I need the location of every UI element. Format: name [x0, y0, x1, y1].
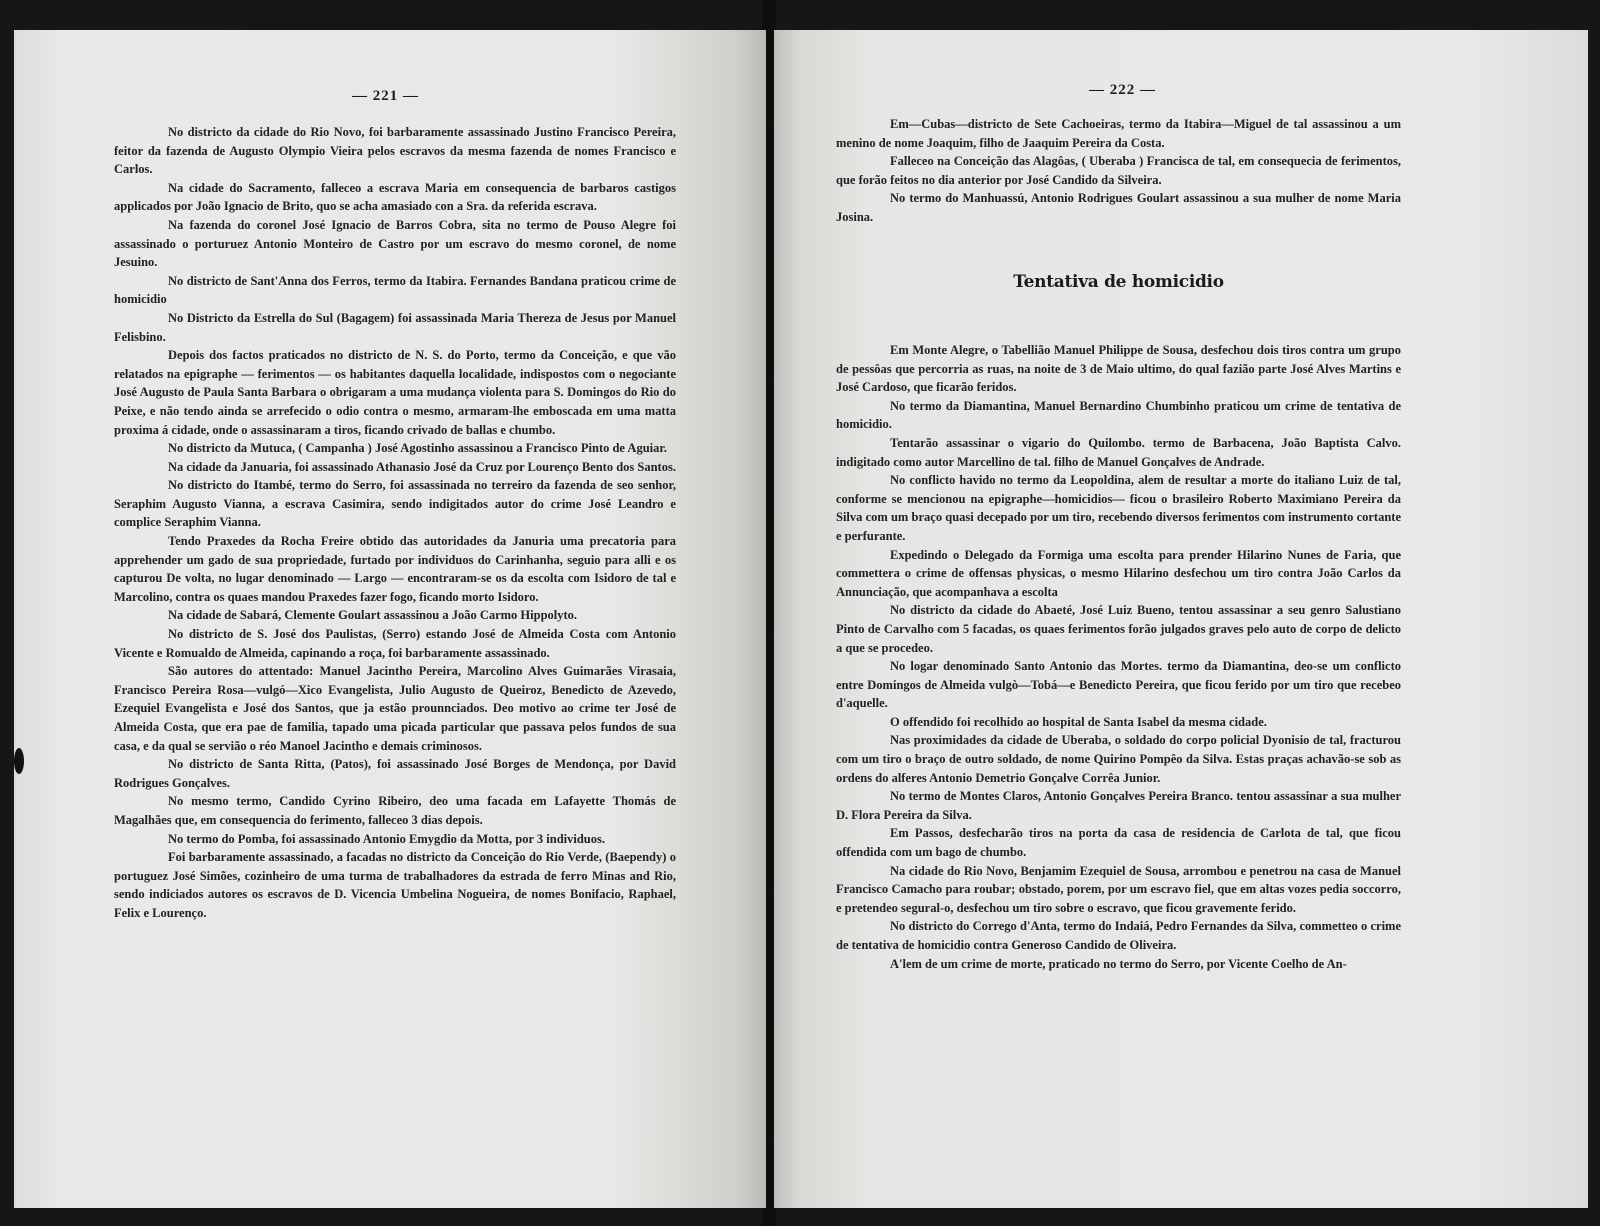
left-page — [14, 30, 766, 1208]
paragraph: No districto de Santa Ritta, (Patos), foi assassinado José Borges de Mendonça, por David Rodrigues Gonçalves. — [114, 757, 676, 790]
paragraph: No districto da Mutuca, ( Campanha ) José Agostinho assassinou a Francisco Pinto de Aguiar. — [168, 441, 667, 456]
paragraph: No termo do Manhuassú, Antonio Rodrigues Goulart assassinou a sua mulher de nome Maria Josina. — [836, 191, 1401, 224]
paragraph: No Districto da Estrella do Sul (Bagagem) foi assassinada Maria Thereza de Jesus por Manuel Felisbino. — [114, 310, 676, 344]
paragraph: Depois dos factos praticados no districto de N. S. do Porto, termo da Conceição, e que vão relatados na epigraphe — ferimentos — os habitantes daquella localidade, indispostos com o negociante José Augusto de Paula Santa Barbara o obrigaram a uma mudança violenta para S. Domingos do Rio do Peixe, e não tendo ainda se arrefecido o odio contra o mesmo, armaram-lhe emboscada em uma matta proxima á cidade, onde o assassinaram a tiros, ficando crivado de ballas e chumbo. — [114, 348, 676, 437]
section-title: Tentativa de homicidio — [1013, 272, 1224, 292]
paragraph: O offendido foi recolhido ao hospital de Santa Isabel da mesma cidade. — [890, 714, 1267, 729]
paragraph: Falleceo na Conceição das Alagôas, ( Uberaba ) Francisca de tal, em consequecia de ferimentos, que forão feitos no dia anterior por José Candido da Silveira. — [836, 154, 1401, 187]
paragraph: No districto do Itambé, termo do Serro, foi assassinada no terreiro da fazenda de seo senhor, Seraphim Augusto Vianna, a escrava Casimira, sendo indigitados autor do crime José Leandro e complice Seraphim Vianna. — [114, 478, 676, 530]
paragraph: No logar denominado Santo Antonio das Mortes. termo da Diamantina, deo-se um conflicto entre Domingos de Almeida vulgò—Tobá—e Benedicto Pereira, que ficou ferido por um tiro que recebeo d'aquelle. — [836, 659, 1401, 711]
paragraph: No conflicto havido no termo da Leopoldina, alem de resultar a morte do italiano Luiz de tal, conforme se mencionou na epigraphe—homicidios— ficou o brasileiro Roberto Maximiano Pereira da Silva com um braço quasi decepado por um tiro, recebendo diversos ferimentos com instrumento cortante e perfurante. — [836, 473, 1401, 543]
page-number: — 222 — — [1089, 82, 1156, 98]
paragraph: No districto de S. José dos Paulistas, (Serro) estando José de Almeida Costa com Antonio Vicente e Romualdo de Almeida, capinando a roça, foi barbaramente assassinado. — [114, 627, 676, 660]
paragraph: No districto de Sant'Anna dos Ferros, termo da Itabira. Fernandes Bandana praticou crime de homicidio — [114, 273, 676, 307]
paragraph: Na cidade do Rio Novo, Benjamim Ezequiel de Sousa, arrombou e penetrou na casa de Manuel Francisco Camacho para roubar; obstado, porem, por um escravo fiel, que em altas vozes pedia soccorro, e pretendeo segural-o, desfechou um tiro sobre o escravo, que ficou gravemente ferido. — [836, 863, 1401, 915]
paragraph: Foi barbaramente assassinado, a facadas no districto da Conceição do Rio Verde, (Baependy) o portuguez José Simões, cozinheiro de uma turma de trabalhadores da estrada de ferro Minas and Rio, sendo indiciados autores os escravos de D. Vicencia Umbelina Nogueira, de nomes Bonifacio, Raphael, Felix e Lourenço. — [114, 850, 676, 920]
binding-hole — [14, 748, 24, 774]
left-page-text — [114, 123, 676, 923]
paragraph: Em—Cubas—districto de Sete Cachoeiras, termo da Itabira—Miguel de tal assassinou a um menino de nome Joaquim, filho de Jaaquim Pereira da Costa. — [836, 117, 1401, 150]
right-page-text-bottom — [836, 341, 1401, 973]
paragraph: Na fazenda do coronel José Ignacio de Barros Cobra, sita no termo de Pouso Alegre foi assassinado o porturuez Antonio Monteiro de Castro por um escravo do mesmo coronel, de nome Jesuino. — [114, 217, 676, 270]
paragraph: No districto da cidade do Abaeté, José Luiz Bueno, tentou assassinar a seu genro Salustiano Pinto de Carvalho com 5 facadas, os quaes ferimentos forão julgados graves pelo auto de corpo de delicto a que se procedeo. — [836, 603, 1401, 655]
right-page-text-top — [836, 115, 1401, 227]
paragraph: No termo de Montes Claros, Antonio Gonçalves Pereira Branco. tentou assassinar a sua mulher D. Flora Pereira da Silva. — [836, 789, 1401, 822]
paragraph: Na cidade da Januaria, foi assassinado Athanasio José da Cruz por Lourenço Bento dos Santos. — [168, 459, 676, 474]
paragraph: Em Passos, desfecharão tiros na porta da casa de residencia de Carlota de tal, que ficou offendida com um bago de chumbo. — [836, 826, 1401, 860]
paragraph: No mesmo termo, Candido Cyrino Ribeiro, deo uma facada em Lafayette Thomás de Magalhães que, em consequencia do ferimento, falleceo 3 dias depois. — [114, 794, 676, 827]
paragraph: Tentarão assassinar o vigario do Quilombo. termo de Barbacena, João Baptista Calvo. indigitado como autor Marcellino de tal. filho de Manuel Gonçalves de Andrade. — [836, 435, 1401, 469]
paragraph: Tendo Praxedes da Rocha Freire obtido das autoridades da Januria uma precatoria para apprehender um gado de sua propriedade, furtado por individuos do Carinhanha, seguio para alli e os capturou De volta, no lugar denominado — Largo — encontraram-se os da escolta com Isidoro de tal e Marcolino, contra os quaes mandou Praxedes fazer fogo, ficando morto Isidoro. — [114, 534, 676, 604]
paragraph: Na cidade de Sabará, Clemente Goulart assassinou a João Carmo Hippolyto. — [168, 608, 578, 623]
paragraph: Em Monte Alegre, o Tabellião Manuel Philippe de Sousa, desfechou dois tiros contra um grupo de pessôas que percorria as ruas, na noite de 3 de Maio ultimo, do qual fazião parte José Alves Martins e José Cardoso, que ficarão feridos. — [836, 343, 1401, 395]
paragraph: A'lem de um crime de morte, praticado no termo do Serro, por Vicente Coelho de An- — [890, 956, 1347, 971]
paragraph: Expedindo o Delegado da Formiga uma escolta para prender Hilarino Nunes de Faria, que commettera o crime de offensas physicas, o mesmo Hilarino desfechou um tiro contra João Carlos da Annunciação, que acompanhava a escolta — [836, 547, 1401, 599]
right-page — [774, 30, 1588, 1208]
paragraph: No termo do Pomba, foi assassinado Antonio Emygdio da Motta, por 3 individuos. — [168, 831, 605, 846]
paragraph: Nas proximidades da cidade de Uberaba, o soldado do corpo policial Dyonisio de tal, fracturou com um tiro o braço de outro soldado, de nome Quirino Pompêo da Silva. Estas praças achavão-se sob as ordens do alferes Antonio Demetrio Gonçalve Corrêa Junior. — [836, 733, 1401, 785]
paragraph: São autores do attentado: Manuel Jacintho Pereira, Marcolino Alves Guimarães Virasaia, Francisco Pereira Rosa—vulgó—Xico Evangelista, Julio Augusto de Queiroz, Benedicto de Azevedo, Ezequiel Evangelista e José dos Santos, que ja estão prounnciados. Deo motivo ao crime ter José de Almeida Costa, que era pae de familia, tapado uma picada particular que passava pelos fundos de sua casa, e da qual se servião o réo Manoel Jacintho e demais criminosos. — [114, 664, 676, 753]
page-number: — 221 — — [352, 88, 419, 104]
paragraph: No districto da cidade do Rio Novo, foi barbaramente assassinado Justino Francisco Pereira, feitor da fazenda de Augusto Olympio Vieira pelos escravos da mesma fazenda de nomes Francisco e Carlos. — [114, 125, 676, 177]
paragraph: Na cidade do Sacramento, falleceo a escrava Maria em consequencia de barbaros castigos applicados por João Ignacio de Brito, quo se acha amasiado con a Sra. da referida escrava. — [114, 180, 676, 214]
paragraph: No districto do Corrego d'Anta, termo do Indaiá, Pedro Fernandes da Silva, commetteo o crime de tentativa de homicidio contra Generoso Candido de Oliveira. — [836, 919, 1401, 952]
paragraph: No termo da Diamantina, Manuel Bernardino Chumbinho praticou um crime de tentativa de homicidio. — [836, 398, 1401, 432]
